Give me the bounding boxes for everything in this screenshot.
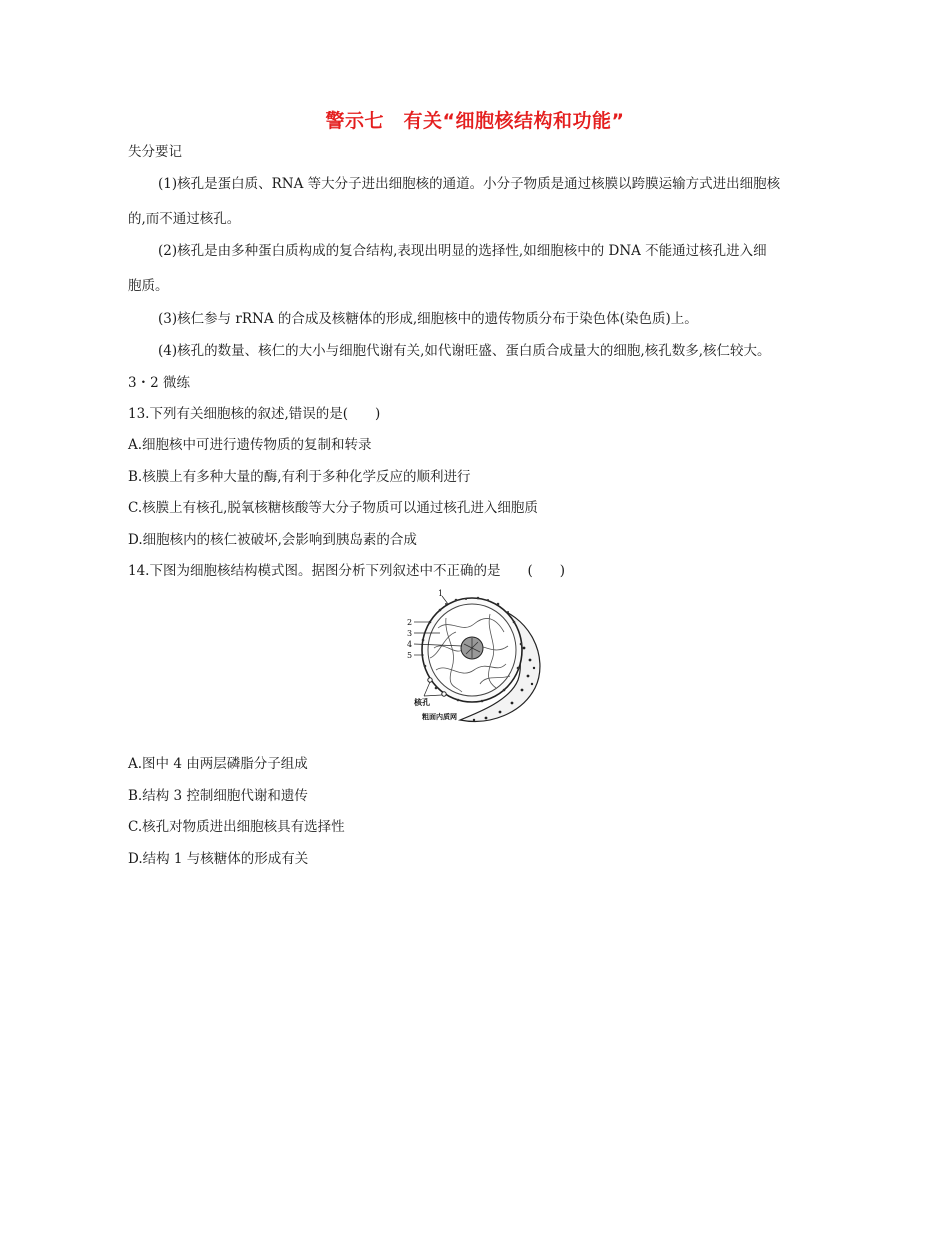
point-3: (3)核仁参与 rRNA 的合成及核糖体的形成,细胞核中的遗传物质分布于染色体(染色质)上。 [158,311,698,327]
q13-option-b: B.核膜上有多种大量的酶,有利于多种化学反应的顺利进行 [128,469,471,485]
point-4: (4)核孔的数量、核仁的大小与细胞代谢有关,如代谢旺盛、蛋白质合成量大的细胞,核孔数多,核仁较大。 [158,343,771,359]
point-2-line-2: 胞质。 [128,278,169,294]
q14-option-c: C.核孔对物质进出细胞核具有选择性 [128,819,345,835]
label-nuclear-pore: 核孔 [414,697,430,707]
label-4: 4 [407,640,413,649]
label-5: 5 [407,651,413,660]
label-rough-er: 粗面内质网 [422,712,457,721]
label-1: 1 [438,589,444,598]
point-1-line-2: 的,而不通过核孔。 [128,211,241,227]
q14-option-a: A.图中 4 由两层磷脂分子组成 [128,756,308,772]
q14-option-d: D.结构 1 与核糖体的形成有关 [128,851,309,867]
point-1-line-1: (1)核孔是蛋白质、RNA 等大分子进出细胞核的通道。小分子物质是通过核膜以跨膜运输方式进出细胞核 [158,176,781,192]
q14-stem: 14.下图为细胞核结构模式图。据图分析下列叙述中不正确的是 ( ) [128,563,566,579]
practice-heading: 3・2 微练 [128,375,190,391]
nucleus-diagram [400,588,550,728]
point-2-line-1: (2)核孔是由多种蛋白质构成的复合结构,表现出明显的选择性,如细胞核中的 DNA 不能通过核孔进入细 [158,243,767,259]
q13-stem: 13.下列有关细胞核的叙述,错误的是( ) [128,406,381,422]
q13-option-c: C.核膜上有核孔,脱氧核糖核酸等大分子物质可以通过核孔进入细胞质 [128,500,538,516]
nuclear-pore-1 [428,678,432,682]
nuclear-pore-2 [442,692,446,696]
label-2: 2 [407,618,413,627]
q13-option-a: A.细胞核中可进行遗传物质的复制和转录 [128,437,372,453]
label-3: 3 [407,629,413,638]
page-title: 警示七 有关“细胞核结构和功能” [325,110,625,132]
q13-option-d: D.细胞核内的核仁被破坏,会影响到胰岛素的合成 [128,532,417,548]
nucleus-diagram-svg [400,588,550,728]
q14-option-b: B.结构 3 控制细胞代谢和遗传 [128,788,308,804]
section-heading: 失分要记 [128,144,182,160]
